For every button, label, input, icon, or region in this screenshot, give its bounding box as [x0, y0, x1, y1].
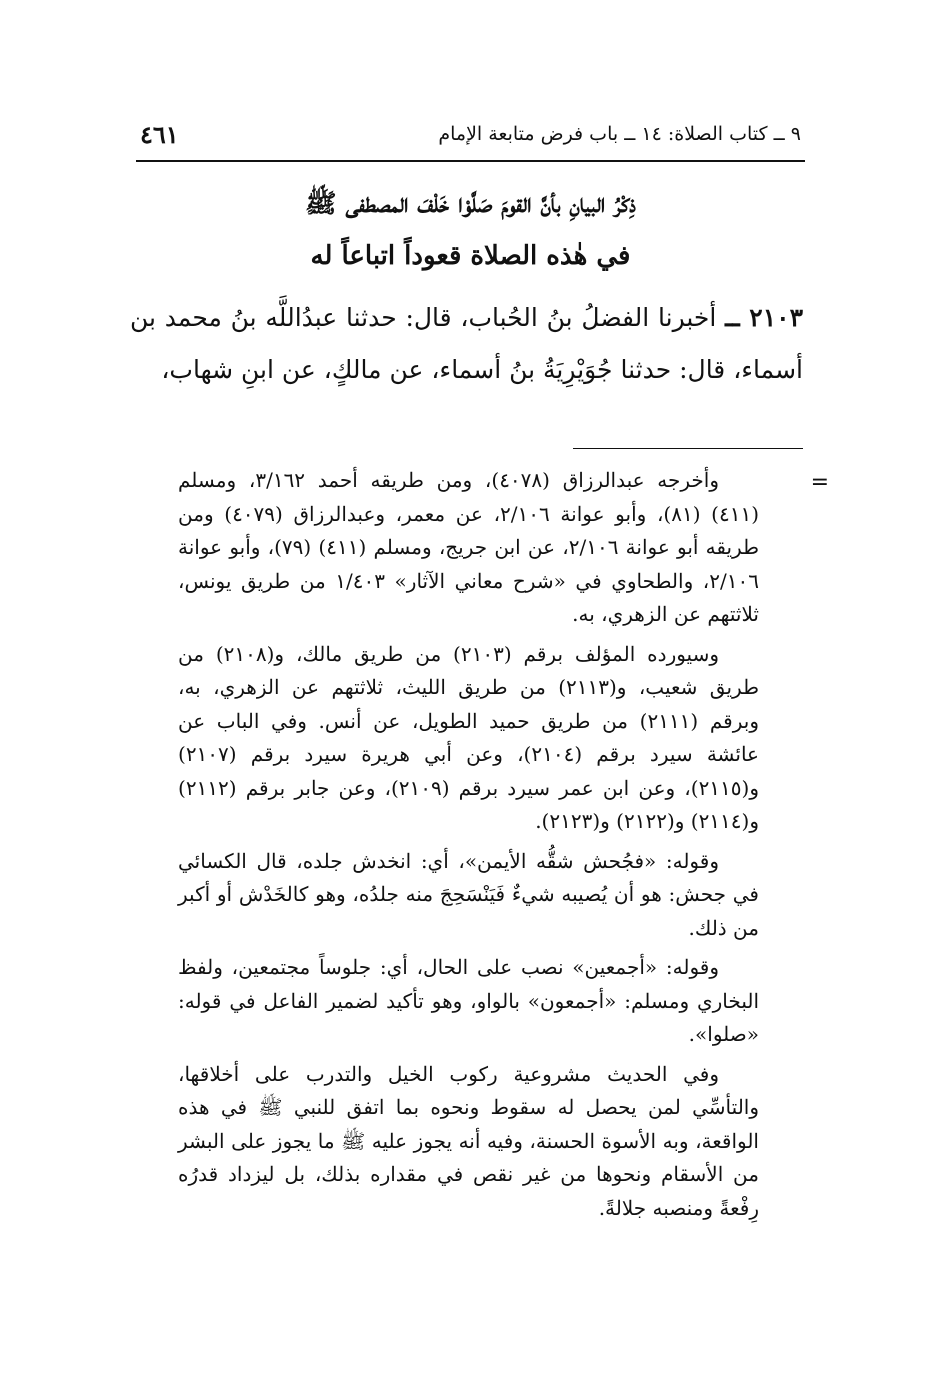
- hadith-text: [130, 292, 803, 396]
- footnote-paragraph: وأخرجه عبدالرزاق (٤٠٧٨)، ومن طريقه أحمد ٣/١٦٢، ومسلم (٤١١) (٨١)، وأبو عوانة ٢/١٠٦، عن معمر، وعبدالرزاق (٤٠٧٩) ومن طريقه أبو عوانة ٢/١٠٦، عن ابن جريج، ومسلم (٤١١) (٧٩)، وأبو عوانة ٢/١٠٦، والطحاوي في «شرح معاني الآثار» ١/٤٠٣ من طريق يونس، ثلاثتهم عن الزهري، به.: [178, 468, 760, 626]
- chapter-heading: [120, 178, 821, 282]
- footnote-paragraph: وفي الحديث مشروعية ركوب الخيل والتدرب على أخلاقها، والتأسِّي لمن يحصل له سقوط ونحوه بما اتفق للنبي ﷺ في هذه الواقعة، وبه الأسوة الحسنة، وفيه أنه يجوز عليه ﷺ ما يجوز على البشر من الأسقام ونحوها من غير نقص في مقداره بذلك، بل ليزداد قدرُه رِفْعةً ومنصبه جلالةً.: [178, 1061, 759, 1220]
- footnote-paragraph: وقوله: «أجمعين» نصب على الحال، أي: جلوساً مجتمعين، ولفظ البخاري ومسلم: «أجمعون» بالواو، وهو تأكيد لضمير الفاعل في قوله: «صلوا».: [178, 955, 759, 1046]
- footnote-continuation-mark: =: [810, 470, 829, 495]
- chapter-heading-line-2: في هٰذه الصلاة قعوداً اتباعاً له: [310, 241, 631, 271]
- hadith-body: أخبرنا الفضلُ بنُ الحُباب، قال: حدثنا عبدُاللَّه بنُ محمد بن أسماء، قال: حدثنا جُوَيْرِيَةُ بنُ أسماء، عن مالكٍ، عن ابنِ شهاب،: [130, 303, 803, 384]
- running-title: ٩ ــ كتاب الصلاة: ١٤ ــ باب فرض متابعة الإمام: [438, 123, 801, 145]
- footnote-paragraph: وسيورده المؤلف برقم (٢١٠٣) من طريق مالك، و(٢١٠٨) من طريق شعيب، و(٢١١٣) من طريق الليث، ثلاثتهم عن الزهري، به، وبرقم (٢١١١) من طريق حميد الطويل، عن أنس. وفي الباب عن عائشة سيرد برقم (٢١٠٤)، وعن أبي هريرة سيرد برقم (٢١٠٧) و(٢١١٥)، وعن ابن عمر سيرد برقم (٢١٠٩)، وعن جابر برقم (٢١١٢) و(٢١١٤) و(٢١٢٢) و(٢١٢٣).: [178, 641, 759, 833]
- footnote-separator: [573, 448, 803, 449]
- hadith-number: ٢١٠٣ ــ: [725, 303, 803, 332]
- page-number: ٤٦١: [140, 119, 179, 149]
- header-rule: [136, 160, 805, 162]
- running-header: [140, 116, 801, 152]
- chapter-heading-line-1: ذِكْرُ البيانِ بأنَّ القومَ صَلَّوْا خَلْفَ المصطفى ﷺ: [305, 189, 636, 219]
- footnotes: [178, 464, 759, 1231]
- footnote-paragraph: وقوله: «فجُحش شقُّه الأيمن»، أي: انخدش جلده، قال الكسائي في جحش: هو أن يُصيبه شيءٌ فَيَنْسَحِجَ منه جلدُه، وهو كالخَدْش أو أكبر من ذلك.: [178, 848, 759, 940]
